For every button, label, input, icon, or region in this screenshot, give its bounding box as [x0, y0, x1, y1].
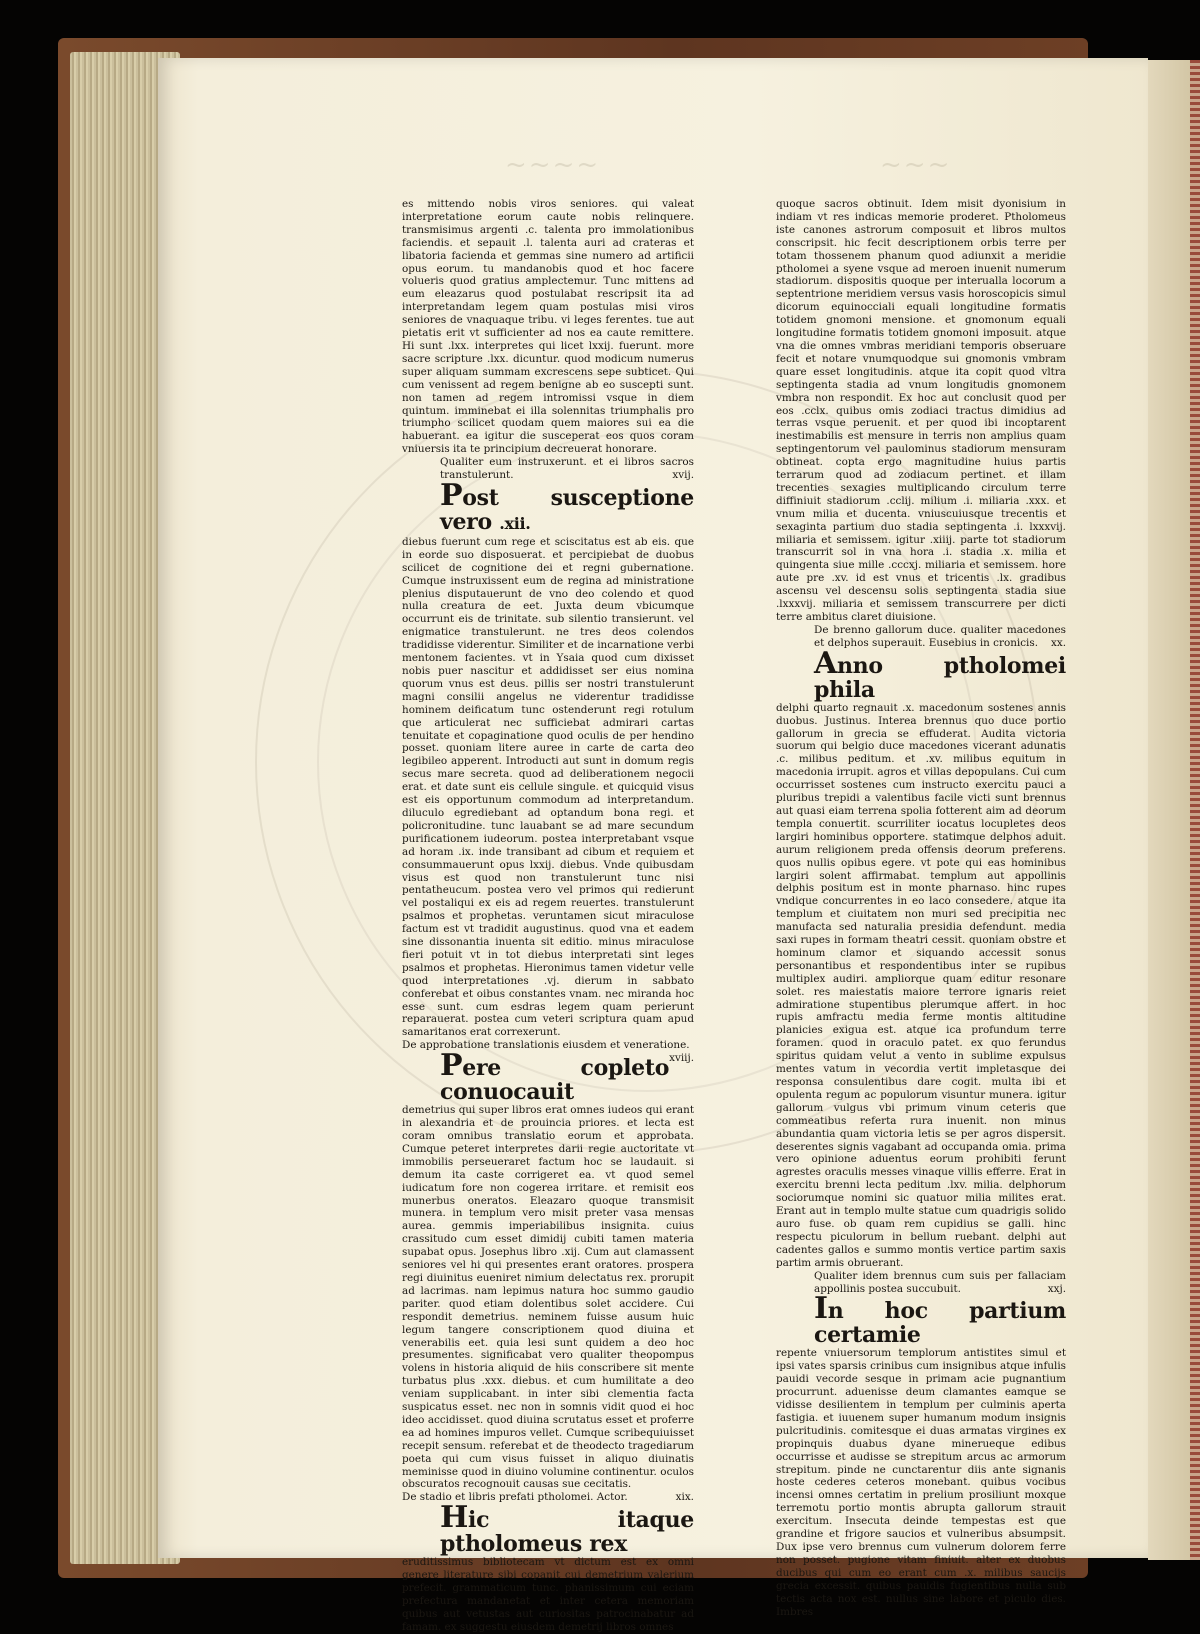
right-column — [776, 198, 1066, 1618]
chapter-heading — [776, 645, 1066, 703]
left-column — [402, 198, 694, 1634]
rubric-source: Actor. — [596, 1491, 628, 1504]
rubric-source: Eusebius in cronicis. — [928, 636, 1038, 649]
initial-letter: P — [440, 1048, 463, 1084]
chapter-number: xxj. — [1047, 1282, 1066, 1295]
initial-letter: I — [814, 1291, 828, 1327]
heading-text: ost susceptione vero — [440, 484, 694, 535]
rubric-text: De approbatione translationis eiusdem et veneratione. — [402, 1039, 690, 1052]
chapter-number: .xii. — [499, 513, 531, 533]
chapter-heading — [776, 1291, 1066, 1349]
paragraph: diebus fuerunt cum rege et sciscitatus est ab eis. que in eorde suo disposuerat. et percipiebat de duobus scilicet de cognitione dei et regni gubernatione. Cumque instruxissent eum de regina ad ministratione plenius disputauerunt de vno deo colendo et quod nulla creatura de eet. Juxta deum vbicumque occurrunt eis de trinitate. sub silentio transierunt. vel enigmatice transtulerunt. ne tres deos colendos tradidisse viderentur. Similiter et de incarnatione verbi mentonem facientes. vt in Ysaia quod cum dixisset nobis puer nascitur et addidisset ser eius nomina quorum vnus est deus. pillis ser nostri transtulerunt magni consilii angelus ne viderentur tradidisse hominem deificatum tunc ostenderunt regi rotulum que articulerat nec sufficiebat admirari cartas tenuitate et copaginatione quod oculis de per hendino posset. quoniam litere auree in carte de carta deo legibileo apperent. Introducti aut sunt in domum regis secus mare secreta. quod ad deliberationem negocii erat. et date sunt eis cellule singule. et quicquid visus est eis opportunum commodum ad interpretandum. diluculo egrediebant ad optandum bona regi. et policronitudine. tunc lauabant se ad mare secundum purificationem iudeorum. postea interpretabant vsque ad horam .ix. inde transibant ad cibum et requiem et consummauerunt opus lxxij. diebus. Vnde quibusdam visus est quod non transtulerunt tunc nisi pentatheucum. postea vero vel primos qui redierunt vel postaliqui ex eis ad regem reuertes. transtulerunt psalmos et prophetas. veruntamen sicut miraculose factum est vt tradidit augustinus. quod vna et eadem sine dissonantia inuenta sit editio. minus miraculose fieri potuit vt in tot diebus interpretati sint leges psalmos et prophetas. Hieronimus tamen videtur velle quod interpretationes .vj. dierum in sabbato conferebat et oibus constantes vnam. nec miranda hoc esse sunt. cum esdras legem quam perierunt reparauerat. postea cum veteri scriptura quam apud samaritanos erat correxerunt. — [402, 535, 694, 1039]
chapter-heading — [402, 477, 694, 536]
chapter-number: xvij. — [672, 469, 694, 482]
chapter-number: xviij. — [669, 1052, 694, 1065]
facing-page-edge — [1148, 60, 1200, 1560]
heading-text: n hoc partium certamie — [814, 1298, 1066, 1349]
paragraph: es mittendo nobis viros seniores. qui valeat interpretatione eorum caute nobis relinquere. transmisimus argenti .c. talenta pro immolationibus faciendis. et sepauit .l. talenta auri ad crateras et libatoria facienda et gemmas sine numero ad artificii opus eorum. tu mandanobis quod et hoc facere volueris quod gratius amplectemur. Tunc mittens ad eum eleazarus quod postulabat rescripsit ita ad interpretandam legem quam postulas misi viros seniores de vnaquaque tribu. vi leges ferentes. tue aut pietatis erit vt sufficienter ad nos ea caute remittere. Hi sunt .lxx. interpretes qui licet lxxij. fuerunt. more sacre scripture .lxx. dicuntur. quod modicum numerus super aliquam summam excrescens sepe subticet. Qui cum venissent ad regem benigne ab eo suscepti sunt. non tamen ad regem intromissi vsque in diem quintum. imminebat ei illa solennitas triumphalis pro triumpho scilicet quodam quem maiores sui ea die habuerant. ea igitur die susceperat eos quos coram vniuersis ita te principium decreuerat honorare. — [402, 198, 694, 456]
paragraph: quoque sacros obtinuit. Idem misit dyonisium in indiam vt res indicas memorie proderet. Ptholomeus iste canones astrorum composuit et libros multos conscripsit. hic fecit descriptionem orbis terre per totam thossenem phanum quod adiunxit a meridie ptholomei a syene vsque ad meroen inuenit numerum stadiorum. dispositis quoque per interualla locorum a septentrione meridiem versus vasis horoscopicis simul dicorum equinocciali equali longitudine formatis totidem gnomoni mensione. et gnomonum equali longitudine formatis totidem gnomoni imposuit. atque vna die omnes vmbras meridiani temporis obseruare fecit et notare vnumquodque sui gnomonis vmbram quare esset longitudinis. atque ita copit quod vltra septingenta stadia ad vnum longitudis gnomonem vmbra non respondit. Ex hoc aut conclusit quod per eos .cclx. quibus omis zodiaci tractus dimidius ad terras vsque peruenit. et per quod ibi incoptarent inestimabilis est mensure in terris non amplius quam septingentorum vel paulominus stadiorum mensuram obtineat. copta ergo magnitudine huius partis terrarum quod ad zodiacum pertinet. et illam trecenties sexagies multiplicando circulum terre diffiniuit stadiorum .cclij. milium .i. miliaria .xxx. et vnum milia et ducenta. vniuscuiusque trecentis et sexaginta partium duo stadia septingenta .i. lxxxvij. miliaria et semissem. igitur .xiiij. parte tot stadiorum transcurrit sol in vna hora .i. stadia .x. milia et quingenta siue mille .cccxj. miliaria et semissem. hore aute pre .xv. id est vnus et tricentis .lx. gradibus ascensu vel descensu solis septingenta stadia siue .lxxxvij. miliaria et semissem transcurrere per dicti terre ambitus claret diuisione. — [776, 198, 1066, 623]
chapter-number: xix. — [675, 1491, 694, 1504]
paragraph: repente vniuersorum templorum antistites simul et ipsi vates sparsis crinibus cum insignibus atque infulis pauidi vecorde sesque in primam acie pugnantium procurrunt. aduenisse deum clamantes eamque se vidisse desilientem in templum per culminis aperta fastigia. et iuuenem super humanum modum insignis pulcritudinis. comitesque ei duas armatas virgines ex propinquis duabus dyane minerueque edibus occurrisse et audisse se strepitum arcus ac armorum strepitum. pinde ne cunctarentur diis ante signanis hoste cederes ceteros monebant. quibus vocibus incensi omnes certatim in prelium prosiliunt moxque terremotu portio montis abrupta gallorum strauit exercitum. Insecuta deinde tempestas est que grandine et frigore saucios et vulneribus absumpsit. Dux ipse vero brennus cum vulnerum dolorem ferre non posset. pugione vitam finiuit. alter ex duobus ducibus qui cum eo erant cum .x. milibus saucijs grecia excessit. quibus pauidis fugientibus nulla sub tectis acta nox est. nullus sine labore et piculo dies. Imbres — [776, 1347, 1066, 1618]
paragraph: delphi quarto regnauit .x. macedonum sostenes annis duobus. Justinus. Interea brennus quo duce portio gallorum in grecia se effuderat. Audita victoria suorum qui belgio duce macedones vicerant adunatis .c. milibus peditum. et .xv. milibus equitum in macedonia irrupit. agros et villas depopulans. Cui cum occurrisset sostenes cum instructo exercitu pauci a pluribus trepidi a valentibus facile victi sunt brennus aut quasi eiam terrena spolia fotterent aim ad deorum templa conuertit. scurriliter iocatus locupletes deos largiri hominibus opportere. statimque delphos aduit. aurum religionem preda offensis deorum preferens. quos nullis opibus egere. vt pote qui eas hominibus largiri solent affirmabat. templum aut appollinis delphis positum est in monte pharnaso. hinc rupes vndique concurrentes in eo laco consedere. atque ita templum et ciuitatem non muri sed precipitia nec manufacta sed naturalia presidia defendunt. media saxi rupes in formam theatri cessit. quoniam obstre et hominum clamor et siquando accessit sonus personantibus et respondentibus inter se rupibus multiplex audiri. ampliorque quam editur resonare solet. res maiestatis maiore terrore ignaris reiet admiratione stupentibus plerumque affert. in hoc rupis amfractu media ferme montis altitudine planicies exigua est. atque ica profundum terre foramen. quod in oraculo patet. ex quo ferundus spiritus quidam velut a vento in sublime expulsus mentes vatum in vecordia vertit impletasque dei responsa consulentibus dare cogit. multa ibi et opulenta regum ac populorum visuntur munera. igitur gallorum vulgus vbi primum vinum ceteris que commeatibus referta rura inuenit. non minus abundantia quam victoria letis se per agros dispersit. deserentes signis vagabant ad occupanda omia. prima vero opinione aduentus eorum prohibiti ferunt agrestes oraculis messes vinaque villis efferre. Erat in exercitu brenni lecta peditum .lxv. milia. delphorum sociorumque nomini sic quatuor milia milites erat. Erant aut in templo multe statue cum quadrigis solido auro fuse. ob quam rem cupidius se galli. hinc respectu piculorum in bellum ruebant. delphi aut cadentes gallos e summo montis vertice partim saxis partim armis obruerant. — [776, 701, 1066, 1269]
rubric-text: De brenno gallorum duce. qualiter macedones et delphos superauit. — [814, 623, 1066, 649]
chapter-heading — [402, 1048, 694, 1106]
ghost-text-right: ~~~ — [880, 150, 952, 180]
rubric-text: Qualiter eum instruxerunt. et ei libros sacros transtulerunt. — [440, 456, 694, 482]
initial-letter: P — [440, 477, 463, 513]
heading-text: ere copleto conuocauit — [440, 1055, 670, 1106]
heading-text: nno ptholomei phila — [814, 652, 1066, 703]
ghost-text-left: ~~~~ — [505, 150, 601, 180]
chapter-number: xx. — [1050, 636, 1066, 649]
rubric-text: Qualiter idem brennus cum suis per fallaciam appollinis postea succubuit. — [814, 1269, 1066, 1295]
rubric-text: De stadio et libris prefati ptholomei. — [402, 1491, 594, 1504]
initial-letter: A — [814, 645, 837, 681]
paragraph: demetrius qui super libros erat omnes iudeos qui erant in alexandria et de prouincia priores. et lecta est coram omnibus translatio eorum et approbata. Cumque peteret interpretes darii regie auctoritate vt immobilis perseueraret factum hoc se laudauit. si demum ita caste corrigeret ea. vt quod semel iudicatum fore non cogerea irritare. et remisit eos munerbus oneratos. Eleazaro quoque transmisit munera. in templum vero misit preter vasa mensas aurea. gemmis imperiabilibus insignita. cuius crassitudo cum esset dimidij cubiti tamen materia supabat opus. Josephus libro .xij. Cum aut clamassent seniores vel hi qui presentes erant oratores. prospera regi diuinitus eueniret nimium delectatus rex. prorupit ad lacrimas. nam lepimus natura hoc summo gaudio pariter. quod etiam dolentibus solet accidere. Cui respondit demetrius. neminem fuisse ausum huic legum tangere conscriptionem quod diuina et venerabilis eet. quia lesi sunt quidem a deo hoc presumentes. significabat vero qualiter theopompus volens in historia aliquid de hiis conscribere sit mente turbatus plus .xxx. diebus. et cum humilitate a deo veniam supplicabant. in inter sibi clementia facta suspicatus esset. nec non in somnis vidit quod ei hoc ideo accidisset. quod diuina scrutatus esset et proferre ea ad homines impuros vellet. Cumque scribequiuisset recepit sensum. referebat et de theodecto tragediarum poeta qui cum visus fuisset in aliquo diuinatis meminisse quod in diuino volumine continentur. oculos obscuratos recognouit causas sue cecitatis. — [402, 1104, 694, 1491]
initial-letter: H — [440, 1500, 469, 1536]
chapter-heading — [402, 1500, 694, 1558]
heading-text: ic itaque ptholomeus rex — [440, 1507, 694, 1558]
paragraph: eruditissimus bibliotecam vt dictum est ex omni genere literature sibi copanit cui demetrium valerium prefecit. grammaticum tunc. phanissimum cui eciam prefectura mandanetat et inter cetera memoriam quibus aut vetustas aut curiositas patrocinabatur ad famam. ex suggestu eiusdem demetrij libros omnes — [402, 1556, 694, 1633]
